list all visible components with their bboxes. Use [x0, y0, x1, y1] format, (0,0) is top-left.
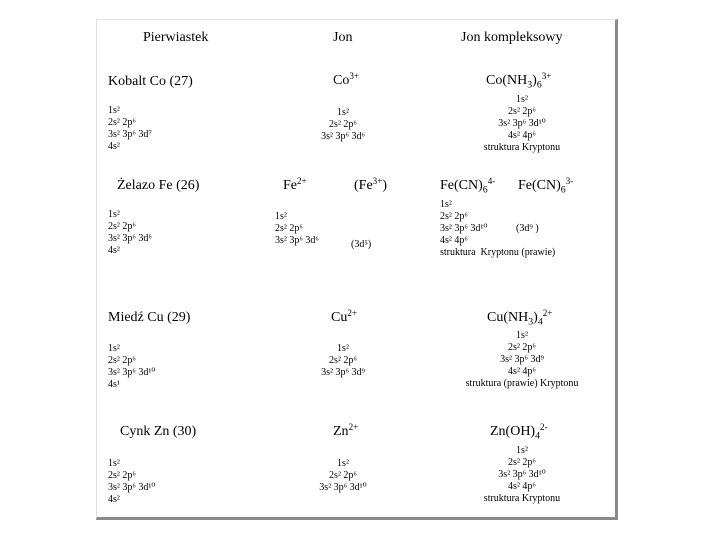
ion-config-cobalt: 1s² 2s² 2p⁶ 3s² 3p⁶ 3d⁶: [321, 107, 365, 142]
complex-config-iron-3minus: (3d⁹ ): [516, 223, 539, 234]
ion-config-zinc: 1s² 2s² 2p⁶ 3s² 3p⁶ 3d¹⁰: [319, 458, 367, 493]
ion-config-iron-3plus: (3d⁵): [351, 239, 372, 250]
complex-config-zinc: 1s² 2s² 2p⁶ 3s² 3p⁶ 3d¹⁰ 4s² 4p⁶ struktura Kryptonu: [483, 445, 561, 504]
ion-config-iron: 1s² 2s² 2p⁶ 3s² 3p⁶ 3d⁶: [275, 211, 319, 246]
ion-iron-2plus: $Fe^{2+}$: [283, 176, 307, 193]
complex-copper: $Cu(NH_3)_4^{2+}$: [487, 308, 553, 328]
config-zinc: 1s² 2s² 2p⁶ 3s² 3p⁶ 3d¹⁰ 4s²: [108, 458, 156, 505]
complex-zinc: $Zn(OH)_4^{2-}$: [490, 422, 548, 442]
element-copper: Miedź Cu (29): [108, 310, 191, 325]
ion-iron-3plus: $(Fe^{3+})$: [354, 176, 388, 193]
element-zinc: Cynk Zn (30): [120, 424, 197, 439]
ion-copper: $Cu^{2+}$: [331, 308, 358, 325]
complex-iron-3minus: $Fe(CN)_6^{3-}$: [518, 176, 574, 196]
header-complex-ion: Jon kompleksowy: [461, 30, 563, 45]
config-iron: 1s² 2s² 2p⁶ 3s² 3p⁶ 3d⁶ 4s²: [108, 209, 152, 256]
header-element: Pierwiastek: [143, 30, 209, 45]
complex-iron-4minus: $Fe(CN)_6^{4-}$: [440, 176, 496, 196]
ion-config-copper: 1s² 2s² 2p⁶ 3s² 3p⁶ 3d⁹: [321, 343, 365, 378]
complex-cobalt: $Co(NH_3)_6^{3+}$: [486, 71, 552, 91]
complex-config-iron: 1s² 2s² 2p⁶ 3s² 3p⁶ 3d¹⁰ 4s² 4p⁶ struktura Kryptonu (prawie): [440, 199, 556, 258]
element-iron: Żelazo Fe (26): [117, 178, 200, 193]
complex-config-cobalt: 1s² 2s² 2p⁶ 3s² 3p⁶ 3d¹⁰ 4s² 4p⁶ struktura Kryptonu: [483, 94, 561, 153]
config-copper: 1s² 2s² 2p⁶ 3s² 3p⁶ 3d¹⁰ 4s¹: [108, 343, 156, 390]
element-cobalt: Kobalt Co (27): [108, 74, 193, 89]
ion-cobalt: $Co^{3+}$: [333, 71, 360, 88]
complex-config-copper: 1s² 2s² 2p⁶ 3s² 3p⁶ 3d⁹ 4s² 4p⁶ struktura (prawie) Kryptonu: [465, 330, 579, 389]
header-ion: Jon: [333, 30, 353, 45]
config-cobalt: 1s² 2s² 2p⁶ 3s² 3p⁶ 3d⁷ 4s²: [108, 105, 152, 152]
ion-zinc: $Zn^{2+}$: [333, 422, 359, 439]
